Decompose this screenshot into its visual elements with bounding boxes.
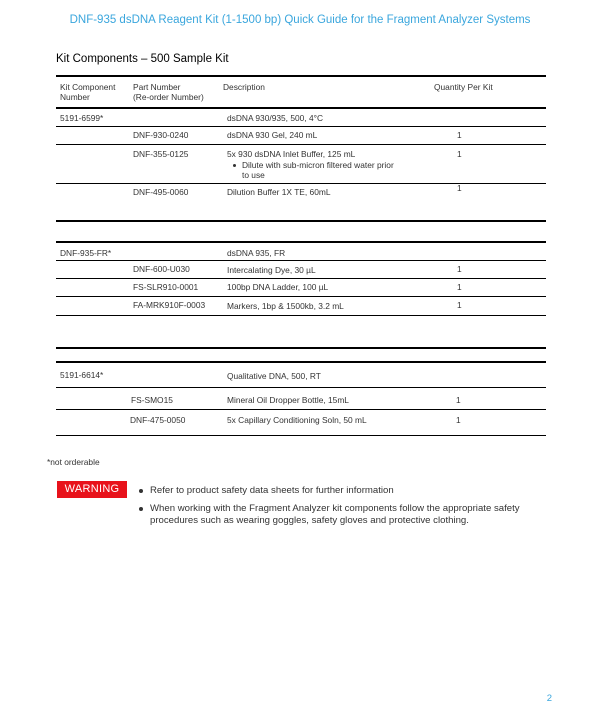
item-description: Mineral Oil Dropper Bottle, 15mL (227, 395, 349, 405)
document-header-title: DNF-935 dsDNA Reagent Kit (1-1500 bp) Quick Guide for the Fragment Analyzer Systems (69, 14, 531, 26)
group-description: Qualitative DNA, 500, RT (227, 371, 321, 381)
group-description: dsDNA 935, FR (227, 248, 286, 258)
bullet-icon (139, 507, 143, 511)
item-description: Markers, 1bp & 1500kb, 3.2 mL (227, 301, 344, 311)
part-number: DNF-475-0050 (130, 415, 186, 425)
section-title: Kit Components – 500 Sample Kit (56, 53, 229, 65)
bullet-icon (139, 489, 143, 493)
warning-item: When working with the Fragment Analyzer kit components follow the appropriate safety procedures such as wearing goggles, safety gloves and protective clothing. (150, 503, 520, 526)
warning-badge: WARNING (57, 481, 127, 498)
item-quantity: 1 (457, 282, 462, 292)
group-rule (56, 361, 546, 363)
part-number: DNF-355-0125 (133, 149, 189, 159)
table-top-rule (56, 75, 546, 77)
part-number: DNF-495-0060 (133, 187, 189, 197)
row-rule (56, 278, 546, 279)
row-rule (56, 260, 546, 261)
item-quantity: 1 (457, 264, 462, 274)
item-description: 5x 930 dsDNA Inlet Buffer, 125 mL (227, 149, 356, 159)
group-description: dsDNA 930/935, 500, 4°C (227, 113, 324, 123)
row-rule (56, 144, 546, 145)
footnote: *not orderable (47, 457, 100, 467)
column-header-description: Description (223, 82, 265, 92)
column-header-component: Kit Component Number (60, 82, 116, 102)
group-rule (56, 347, 546, 349)
item-quantity: 1 (457, 130, 462, 140)
part-number: FS-SLR910-0001 (133, 282, 199, 292)
table-header-rule (56, 107, 546, 109)
warning-item: Refer to product safety data sheets for further information (150, 485, 394, 496)
item-description: dsDNA 930 Gel, 240 mL (227, 130, 318, 140)
row-rule (56, 409, 546, 410)
bullet-icon (233, 164, 236, 167)
group-rule (56, 241, 546, 243)
item-quantity: 1 (457, 183, 462, 193)
item-quantity: 1 (457, 149, 462, 159)
group-rule (56, 220, 546, 222)
part-number: DNF-930-0240 (133, 130, 189, 140)
part-number: FS-SMO15 (131, 395, 173, 405)
row-rule (56, 183, 546, 184)
group-component-number: DNF-935-FR* (60, 248, 112, 258)
part-number: FA-MRK910F-0003 (133, 300, 206, 310)
row-rule (56, 296, 546, 297)
item-description: 100bp DNA Ladder, 100 µL (227, 282, 329, 292)
group-component-number: 5191-6599* (60, 113, 104, 123)
row-rule (56, 387, 546, 388)
item-description: 5x Capillary Conditioning Soln, 50 mL (227, 415, 367, 425)
item-quantity: 1 (456, 395, 461, 405)
part-number: DNF-600-U030 (133, 264, 190, 274)
column-header-quantity: Quantity Per Kit (434, 82, 493, 92)
item-quantity: 1 (456, 415, 461, 425)
item-description: Intercalating Dye, 30 µL (227, 265, 316, 275)
item-note: Dilute with sub-micron filtered water prior to use (242, 160, 394, 180)
item-quantity: 1 (457, 300, 462, 310)
group-component-number: 5191-6614* (60, 370, 104, 380)
row-rule (56, 315, 546, 316)
table-bottom-rule (56, 435, 546, 436)
item-description: Dilution Buffer 1X TE, 60mL (227, 187, 331, 197)
page-number: 2 (546, 693, 552, 704)
row-rule (56, 126, 546, 127)
column-header-part-number: Part Number (Re-order Number) (133, 82, 204, 102)
